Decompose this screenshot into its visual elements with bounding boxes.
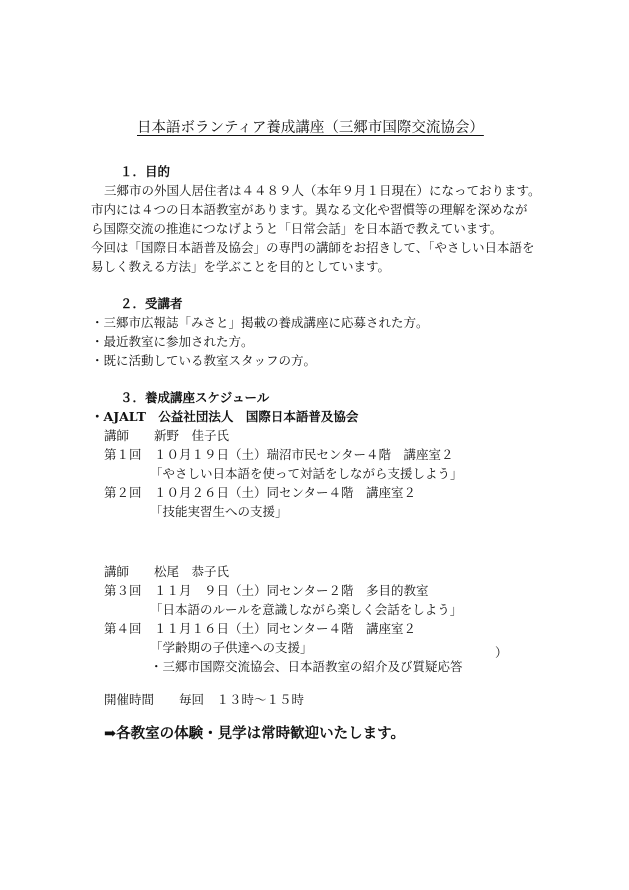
purpose-line: 三郷市の外国人居住者は４４８９人（本年９月１日現在）になっております。 bbox=[104, 183, 541, 198]
purpose-line: ら国際交流の推進につなげようと「日常会話」を日本語で教えています。 bbox=[91, 221, 503, 236]
session-3: 第３回 １１月 ９日（土）同センター２階 多目的教室 bbox=[104, 583, 429, 598]
participant-item: ・既に活動している教室スタッフの方。 bbox=[91, 353, 317, 368]
participant-item: ・三郷市広報誌「みさと」掲載の養成講座に応募された方。 bbox=[91, 315, 429, 330]
session-4: 第４回 １１月１６日（土）同センター４階 講座室２ bbox=[104, 621, 417, 636]
participant-item: ・最近教室に参加された方。 bbox=[91, 334, 254, 349]
session-4-topic: 「学齢期の子供達への支援」 bbox=[150, 640, 313, 655]
purpose-line: 今回は「国際日本語普及協会」の専門の講師をお招きして、「やさしい日本語を bbox=[91, 240, 535, 255]
session-1: 第１回 １０月１９日（土）瑞沼市民センター４階 講座室２ bbox=[104, 447, 454, 462]
hours-line: 開催時間 毎回 １３時～１５時 bbox=[104, 692, 305, 707]
session-2-topic: 「技能実習生への支援」 bbox=[150, 504, 288, 519]
instructor-2: 講師 松尾 恭子氏 bbox=[104, 564, 230, 579]
purpose-heading: １．目的 bbox=[120, 164, 171, 179]
participants-heading: ２．受講者 bbox=[120, 296, 183, 311]
purpose-line: 市内には４つの日本語教室があります。異なる文化や習慣等の理解を深めなが bbox=[91, 202, 528, 217]
purpose-line: 易しく教える方法」を学ぶことを目的としています。 bbox=[91, 259, 391, 274]
notice-line: ➡各教室の体験・見学は常時歓迎いたします。 bbox=[104, 725, 405, 742]
schedule-heading: ３．養成講座スケジュール bbox=[120, 390, 270, 405]
instructor-1: 講師 新野 佳子氏 bbox=[104, 428, 230, 443]
page-title: 日本語ボランティア養成講座（三郷市国際交流協会） bbox=[137, 120, 484, 136]
session-2: 第２回 １０月２６日（土）同センター４階 講座室２ bbox=[104, 485, 417, 500]
session-1-topic: 「やさしい日本語を使って対話をしながら支援しよう」 bbox=[150, 466, 463, 481]
session-4-note: ・三郷市国際交流協会、日本語教室の紹介及び質疑応答 bbox=[150, 659, 463, 674]
session-3-topic: 「日本語のルールを意識しながら楽しく会話をしよう」 bbox=[150, 602, 463, 617]
organizer-line: ・AJALT 公益社団法人 国際日本語普及協会 bbox=[91, 409, 359, 424]
closing-parenthesis: ） bbox=[495, 645, 508, 660]
